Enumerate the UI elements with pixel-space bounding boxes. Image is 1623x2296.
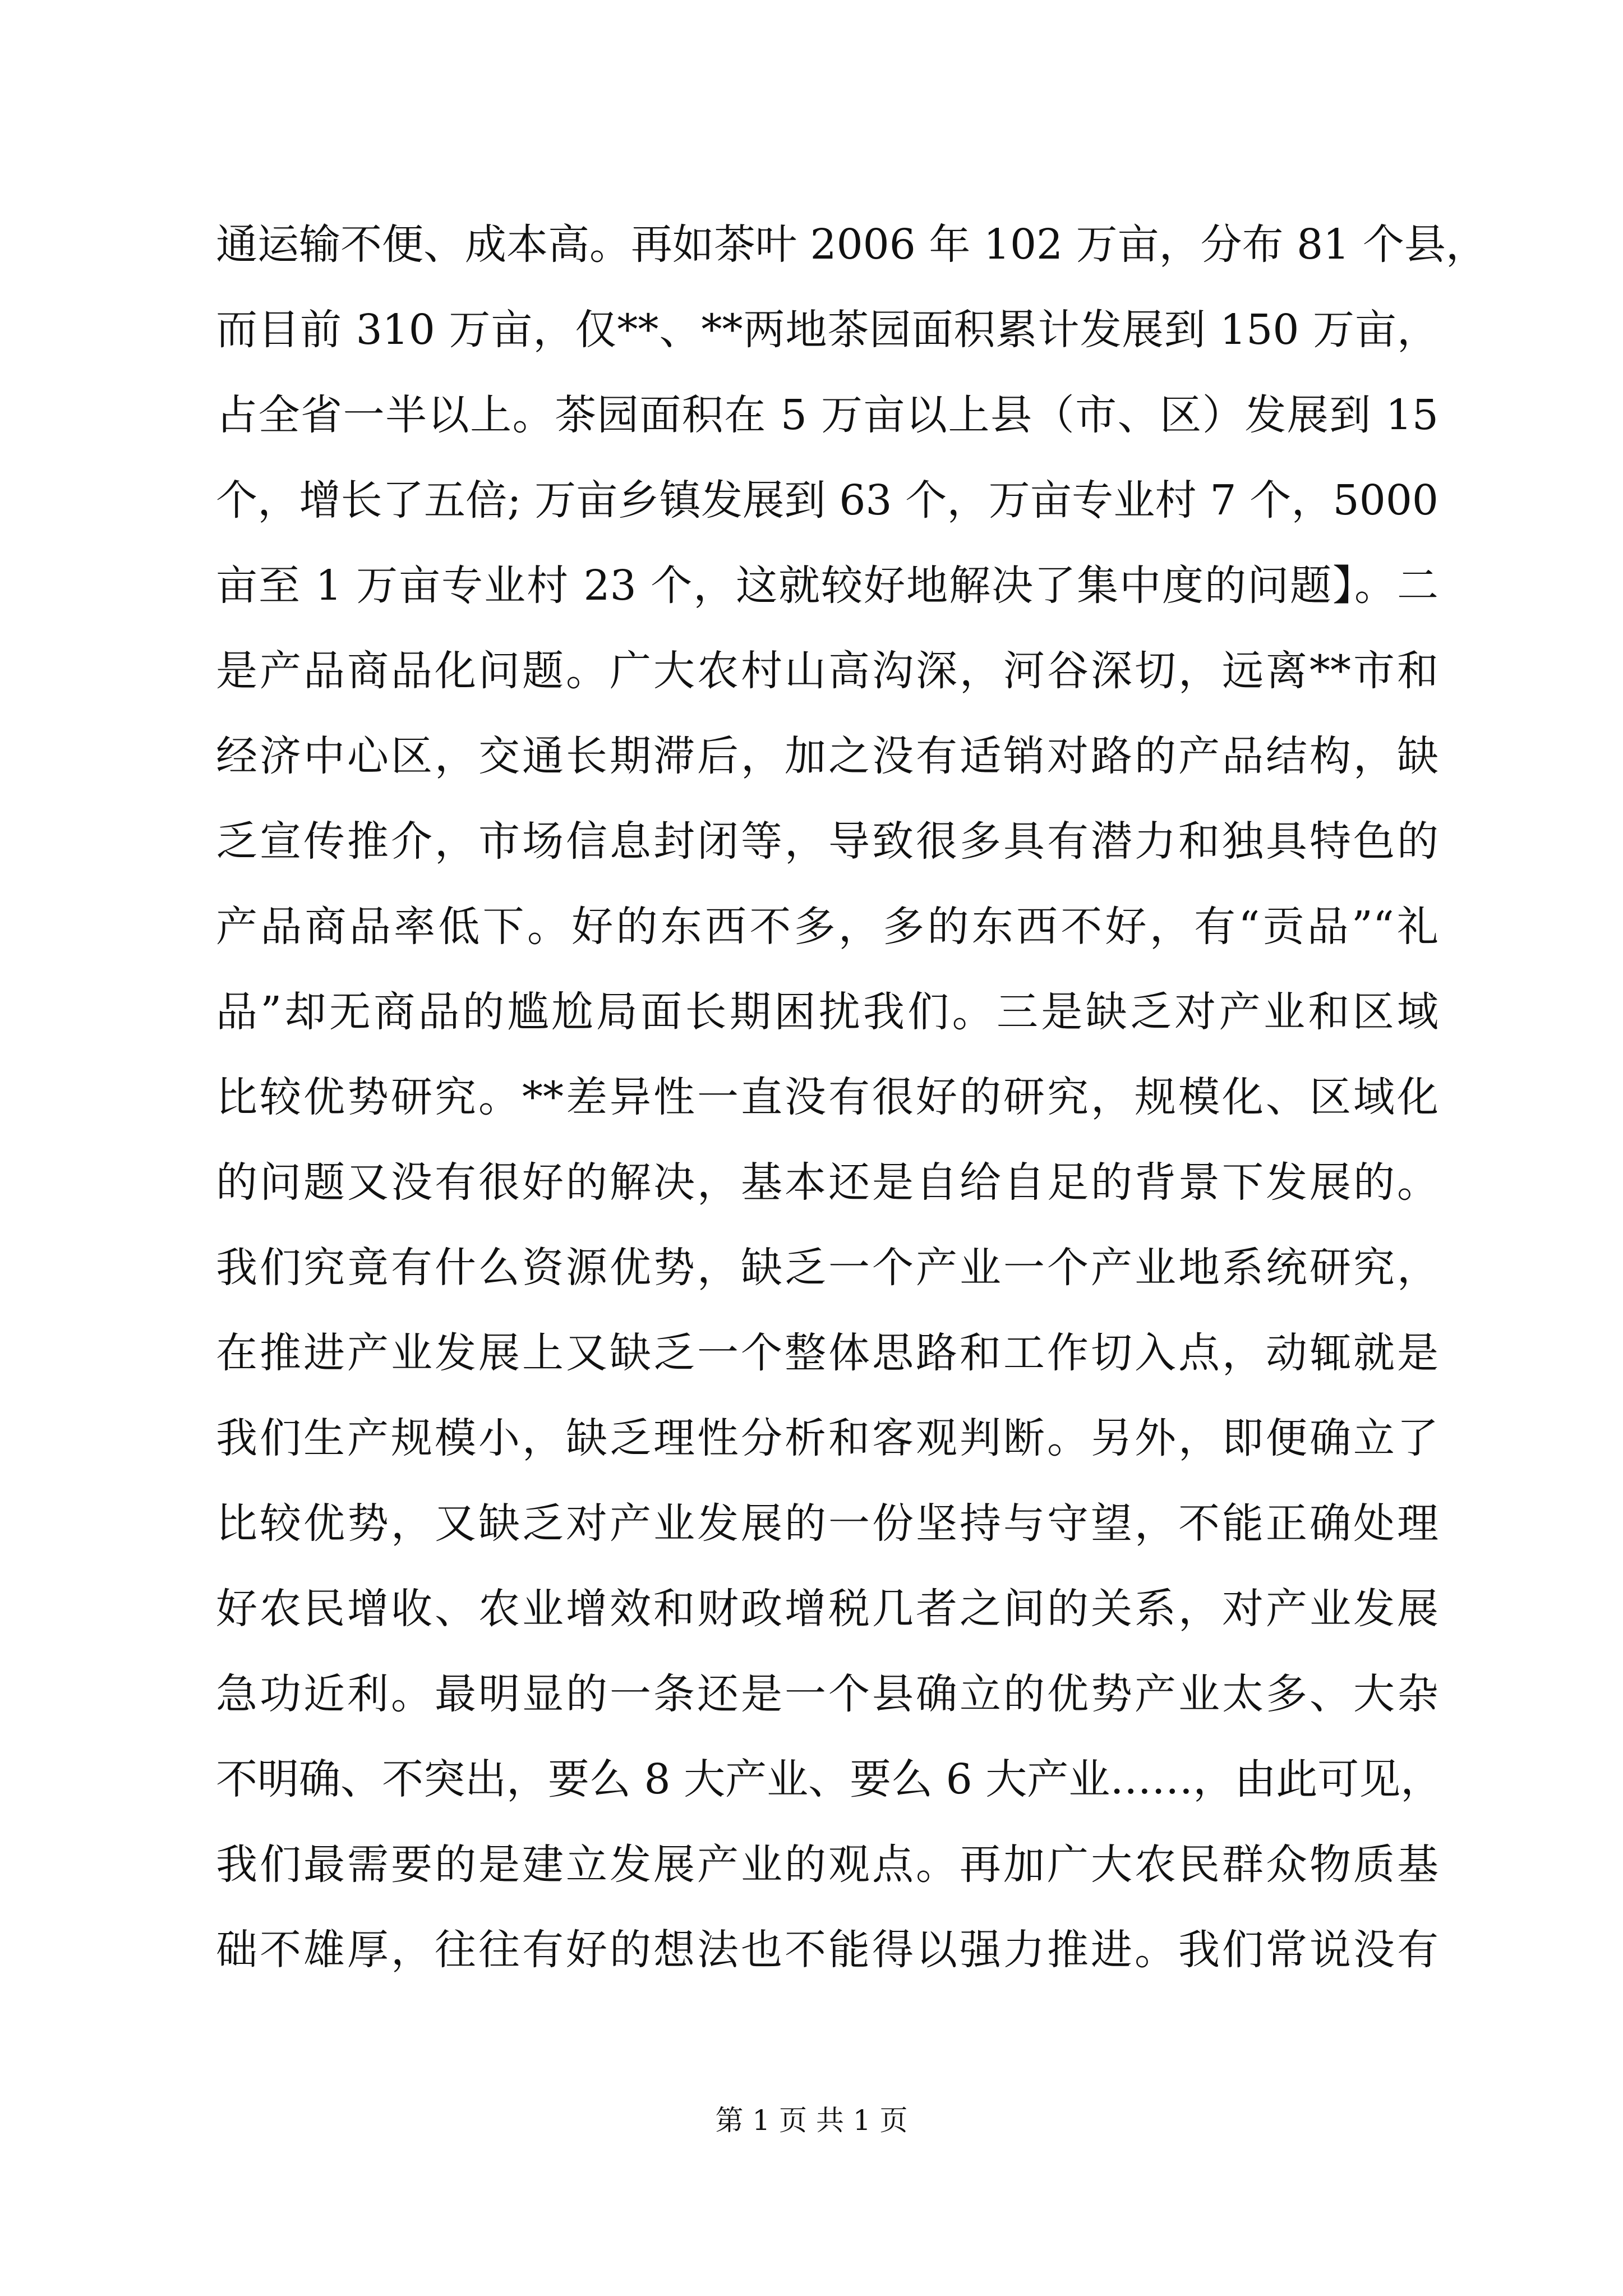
text-line: 而目前 310 万亩，仅**、**两地茶园面积累计发展到 150 万亩， [216,306,1438,354]
text-line: 乏宣传推介，市场信息封闭等，导致很多具有潜力和独具特色的 [216,817,1438,866]
text-line: 在推进产业发展上又缺乏一个整体思路和工作切入点，动辄就是 [216,1329,1438,1377]
text-line: 比较优势，又缺乏对产业发展的一份坚持与守望，不能正确处理 [216,1499,1438,1548]
page-footer [0,2101,1623,2140]
text-line: 比较优势研究。**差异性一直没有很好的研究，规模化、区域化 [216,1073,1438,1121]
text-line: 亩至 1 万亩专业村 23 个，这就较好地解决了集中度的问题】。二 [216,562,1438,610]
text-line: 好农民增收、农业增效和财政增税几者之间的关系，对产业发展 [216,1585,1438,1633]
text-line: 不明确、不突出，要么 8 大产业、要么 6 大产业……，由此可见， [216,1755,1442,1803]
text-line: 的问题又没有很好的解决，基本还是自给自足的背景下发展的。 [216,1158,1438,1207]
text-line: 我们生产规模小，缺乏理性分析和客观判断。另外，即便确立了 [216,1414,1438,1462]
text-line: 通运输不便、成本高。再如茶叶 2006 年 102 万亩，分布 81 个县， [216,220,1487,269]
text-line: 占全省一半以上。茶园面积在 5 万亩以上县（市、区）发展到 15 [216,391,1438,439]
text-line: 个，增长了五倍; 万亩乡镇发展到 63 个，万亩专业村 7 个，5000 [216,476,1438,524]
body-text [216,202,1487,1993]
text-line: 础不雄厚，往往有好的想法也不能得以强力推进。我们常说没有 [216,1926,1438,1974]
text-line: 是产品商品化问题。广大农村山高沟深，河谷深切，远离**市和 [216,647,1438,695]
text-line: 品”却无商品的尴尬局面长期困扰我们。三是缺乏对产业和区域 [216,988,1438,1036]
page-number-label: 第 1 页 共 1 页 [715,2104,908,2137]
text-line: 急功近利。最明显的一条还是一个县确立的优势产业太多、大杂 [216,1670,1438,1718]
text-line: 产品商品率低下。好的东西不多，多的东西不好，有“贡品”“礼 [216,903,1438,951]
text-line: 经济中心区，交通长期滞后，加之没有适销对路的产品结构，缺 [216,732,1438,780]
text-line: 我们最需要的是建立发展产业的观点。再加广大农民群众物质基 [216,1841,1438,1889]
text-line: 我们究竟有什么资源优势，缺乏一个产业一个产业地系统研究， [216,1244,1438,1292]
